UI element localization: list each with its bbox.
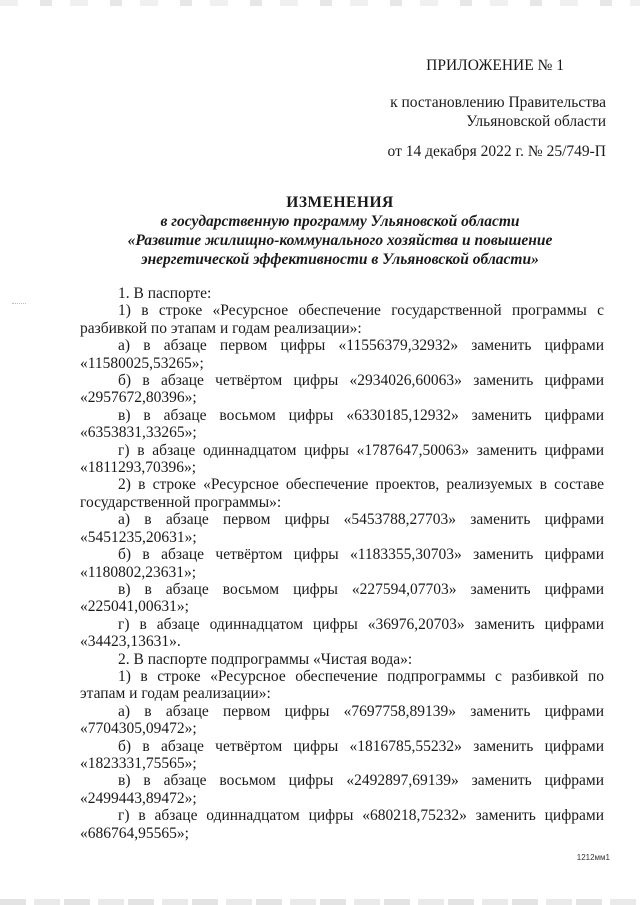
paragraph: «686764,95565»; [80,824,189,842]
paragraph: 2. В паспорте подпрограммы «Чистая вода»: [118,650,413,668]
resolution-date: от 14 декабря 2022 г. № 25/749-П [387,143,606,160]
scan-mark [12,303,26,308]
paragraph: в) в абзаце восьмом цифры «6330185,12932» заменить цифрами [118,406,604,424]
paragraph: в) в абзаце восьмом цифры «2492897,69139» заменить цифрами [118,772,604,790]
paragraph: г) в абзаце одиннадцатом цифры «1787647,50063» заменить цифрами [118,441,604,459]
paragraph: б) в абзаце четвёртом цифры «1183355,30703» заменить цифрами [118,546,604,564]
paragraph: «2499443,89472»; [80,789,197,807]
paragraph: «7704305,09472»; [80,720,197,738]
paragraph: 1) в строке «Ресурсное обеспечение подпрограммы с разбивкой по этапам и годам реализации»: [80,667,604,703]
paragraph: «5451235,20631»; [80,528,197,546]
title-line-1: в государственную программу Ульяновской области [160,213,520,230]
reference-line-1: к постановлению Правительства [390,94,606,111]
appendix-label: ПРИЛОЖЕНИЕ № 1 [426,57,564,74]
paragraph: «1180802,23631»; [80,563,197,581]
paragraph: «1823331,75565»; [80,754,197,772]
paragraph: г) в абзаце одиннадцатом цифры «680218,75232» заменить цифрами [118,807,604,825]
paragraph: а) в абзаце первом цифры «5453788,27703» заменить цифрами [118,511,604,529]
title-line-3: энергетической эффективности в Ульяновской области» [141,251,539,268]
reference-line-2: Ульяновской области [466,113,606,130]
paragraph: б) в абзаце четвёртом цифры «2934026,60063» заменить цифрами [118,372,604,390]
paragraph: «1811293,70396»; [80,459,197,477]
paragraph: 1) в строке «Ресурсное обеспечение государственной программы с разбивкой по этапам и годам реализации»: [80,302,604,337]
paragraph: 1. В паспорте: [118,285,212,302]
scan-artifact-top [0,0,640,6]
document-title [80,193,600,269]
paragraph: а) в абзаце первом цифры «11556379,32932» заменить цифрами [118,337,604,355]
paragraph: б) в абзаце четвёртом цифры «1816785,55232» заменить цифрами [118,737,604,755]
title-heading: ИЗМЕНЕНИЯ [286,194,394,211]
paragraph: «34423,13631». [80,633,181,651]
document-body [80,285,604,842]
title-line-2: «Развитие жилищно-коммунального хозяйства и повышение [127,232,553,249]
paragraph: «2957672,80396»; [80,389,197,407]
resolution-reference [390,93,606,131]
paragraph: в) в абзаце восьмом цифры «227594,07703» заменить цифрами [118,580,604,598]
paragraph: а) в абзаце первом цифры «7697758,89139» заменить цифрами [118,702,604,720]
paragraph: «225041,00631»; [80,598,189,616]
paragraph: 2) в строке «Ресурсное обеспечение проектов, реализуемых в составе государственной программы»: [80,476,604,511]
paragraph: г) в абзаце одиннадцатом цифры «36976,20703» заменить цифрами [118,615,604,633]
paragraph: «6353831,33265»; [80,424,197,442]
paragraph: «11580025,53265»; [80,354,204,372]
scan-artifact-bottom [0,899,640,905]
document-code: 1212мм1 [576,853,610,862]
